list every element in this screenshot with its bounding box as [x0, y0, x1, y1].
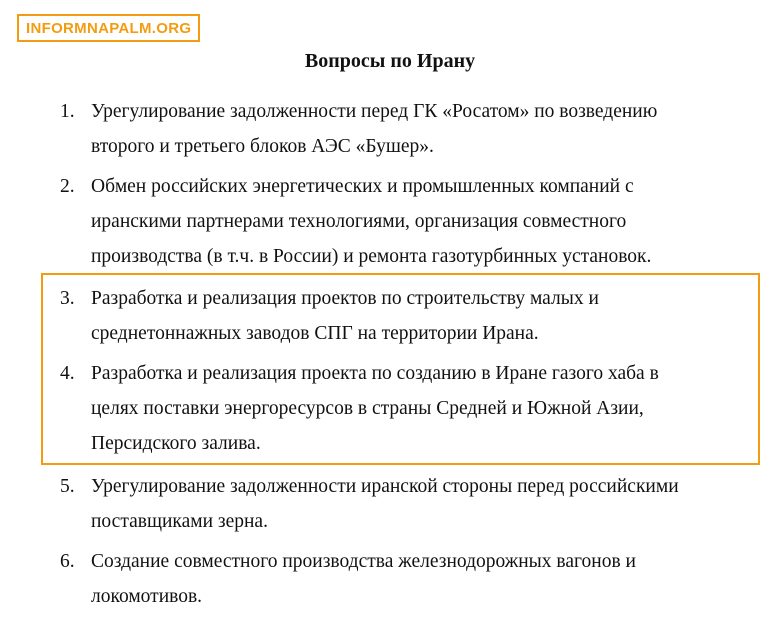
item-number: 5.: [60, 476, 75, 497]
list-item-4: [60, 356, 750, 461]
item-number: 1.: [60, 101, 75, 122]
item-line: среднетоннажных заводов СПГ на территории Ирана.: [91, 323, 539, 344]
list-item-2: [60, 169, 750, 274]
item-text: [91, 281, 750, 351]
item-text: [91, 169, 750, 274]
item-number: 6.: [60, 551, 75, 572]
watermark-logo: INFORMNAPALM.ORG: [17, 14, 200, 42]
item-line: иранскими партнерами технологиями, организация совместного: [91, 211, 627, 232]
item-number: 4.: [60, 363, 75, 384]
item-text: [91, 544, 750, 614]
document-title: Вопросы по Ирану: [304, 50, 476, 72]
item-text: [91, 469, 750, 539]
item-text: [91, 356, 750, 461]
item-number: 3.: [60, 288, 75, 309]
list-item-6: [60, 544, 750, 614]
list-item-1: [60, 94, 750, 164]
item-line: Урегулирование задолженности иранской стороны перед российскими: [91, 476, 679, 497]
item-number: 2.: [60, 176, 75, 197]
list-item-3: [60, 281, 750, 351]
item-line: Обмен российских энергетических и промышленных компаний с: [91, 176, 634, 197]
item-text: [91, 94, 750, 164]
item-line: локомотивов.: [91, 586, 203, 607]
item-line: поставщиками зерна.: [91, 511, 268, 532]
item-line: целях поставки энергоресурсов в страны Средней и Южной Азии,: [91, 398, 644, 419]
item-line: второго и третьего блоков АЭС «Бушер».: [91, 136, 434, 157]
item-line: Разработка и реализация проекта по созданию в Иране газого хаба в: [91, 363, 659, 384]
item-line: Разработка и реализация проектов по строительству малых и: [91, 288, 599, 309]
item-line: Урегулирование задолженности перед ГК «Росатом» по возведению: [91, 101, 658, 122]
item-line: Персидского залива.: [91, 433, 261, 454]
list-item-5: [60, 469, 750, 539]
item-line: производства (в т.ч. в России) и ремонта газотурбинных установок.: [91, 246, 652, 267]
item-line: Создание совместного производства железнодорожных вагонов и: [91, 551, 636, 572]
